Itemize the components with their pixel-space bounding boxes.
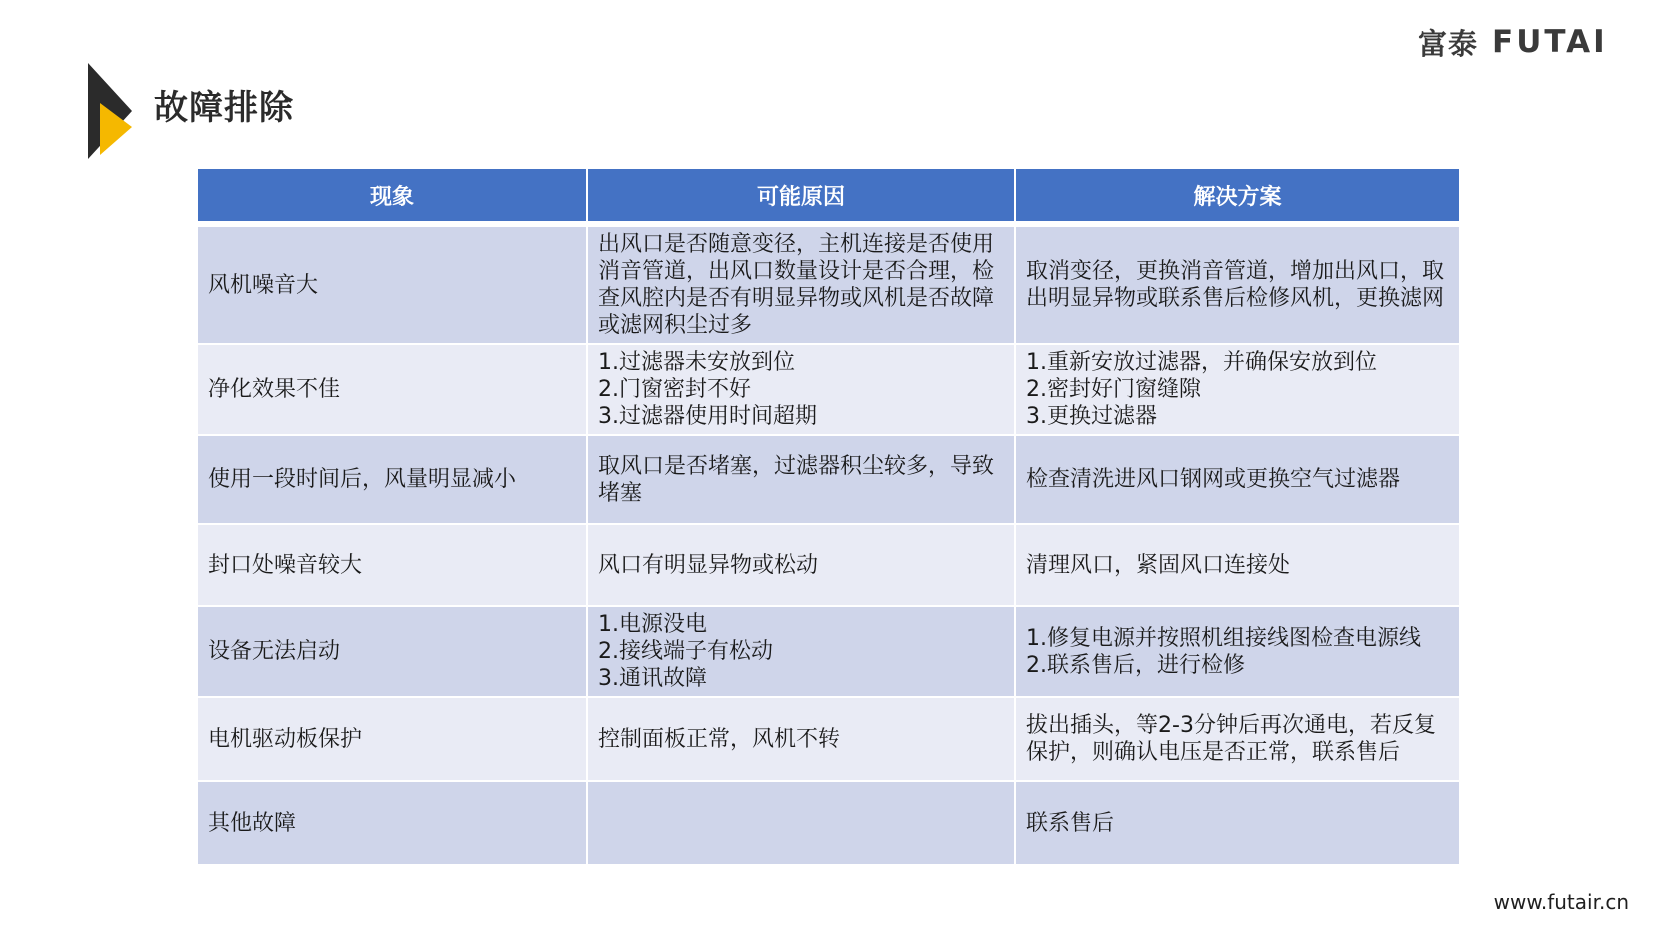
table-row (197, 344, 1460, 435)
page-title: 故障排除 (154, 88, 294, 128)
website-url: www.futair.cn (1493, 890, 1629, 914)
cause-line: 1.电源没电 (597, 612, 707, 637)
symptom-cell: 净化效果不佳 (197, 344, 587, 435)
solution-cell (1015, 606, 1460, 697)
solution-line: 拔出插头，等2-3分钟后再次通电，若反复保护，则确认电压是否正常，联系售后 (1026, 713, 1436, 765)
symptom-cell: 设备无法启动 (197, 606, 587, 697)
cause-cell (587, 697, 1015, 781)
cause-cell (587, 435, 1015, 524)
symptom-cell: 封口处噪音较大 (197, 524, 587, 606)
cause-line: 2.门窗密封不好 (597, 377, 751, 402)
cause-cell (587, 344, 1015, 435)
solution-cell (1015, 344, 1460, 435)
solution-cell (1015, 781, 1460, 865)
table-row (197, 435, 1460, 524)
cause-cell (587, 781, 1015, 865)
solution-cell (1015, 697, 1460, 781)
solution-line: 2.联系售后，进行检修 (1026, 652, 1246, 678)
symptom-cell: 电机驱动板保护 (197, 697, 587, 781)
solution-line: 取消变径，更换消音管道，增加出风口，取出明显异物或联系售后检修风机，更换滤网 (1026, 259, 1445, 311)
cause-line: 3.过滤器使用时间超期 (597, 404, 817, 429)
cause-line: 1.过滤器未安放到位 (597, 350, 795, 375)
solution-cell (1015, 524, 1460, 606)
cause-line: 控制面板正常，风机不转 (597, 726, 840, 752)
cause-line: 取风口是否堵塞，过滤器积尘较多，导致堵塞 (597, 453, 994, 506)
brand-logo (1418, 20, 1638, 64)
table-row (197, 781, 1460, 865)
cause-cell (587, 524, 1015, 606)
solution-line: 清理风口，紧固风口连接处 (1026, 552, 1291, 578)
cause-line: 3.通讯故障 (597, 666, 707, 691)
column-header-symptom: 现象 (197, 168, 587, 222)
solution-line: 1.修复电源并按照机组接线图检查电源线 (1026, 625, 1422, 651)
solution-line: 联系售后 (1026, 810, 1115, 836)
table-row (197, 697, 1460, 781)
cause-cell (587, 606, 1015, 697)
solution-cell (1015, 435, 1460, 524)
column-header-cause: 可能原因 (587, 168, 1015, 222)
table-header-row (197, 168, 1460, 222)
solution-cell (1015, 226, 1460, 344)
symptom-cell: 风机噪音大 (197, 226, 587, 344)
cause-line: 风口有明显异物或松动 (597, 552, 818, 578)
symptom-cell: 其他故障 (197, 781, 587, 865)
troubleshooting-table (196, 167, 1461, 866)
solution-line: 1.重新安放过滤器，并确保安放到位 (1026, 350, 1378, 375)
solution-line: 3.更换过滤器 (1026, 404, 1158, 429)
table-row (197, 606, 1460, 697)
solution-line: 检查清洗进风口钢网或更换空气过滤器 (1026, 467, 1401, 492)
table-row (197, 226, 1460, 344)
title-arrow-icon (88, 63, 136, 159)
cause-cell (587, 226, 1015, 344)
logo-english-text: FUTAI (1492, 24, 1608, 60)
solution-line: 2.密封好门窗缝隙 (1026, 377, 1202, 402)
symptom-cell: 使用一段时间后，风量明显减小 (197, 435, 587, 524)
cause-line: 出风口是否随意变径，主机连接是否使用消音管道，出风口数量设计是否合理，检查风腔内是否有明显异物或风机是否故障或滤网积尘过多 (597, 232, 994, 338)
column-header-solution: 解决方案 (1015, 168, 1460, 222)
logo-chinese-text: 富泰 (1418, 26, 1479, 61)
cause-line: 2.接线端子有松动 (597, 639, 773, 664)
table-row (197, 524, 1460, 606)
